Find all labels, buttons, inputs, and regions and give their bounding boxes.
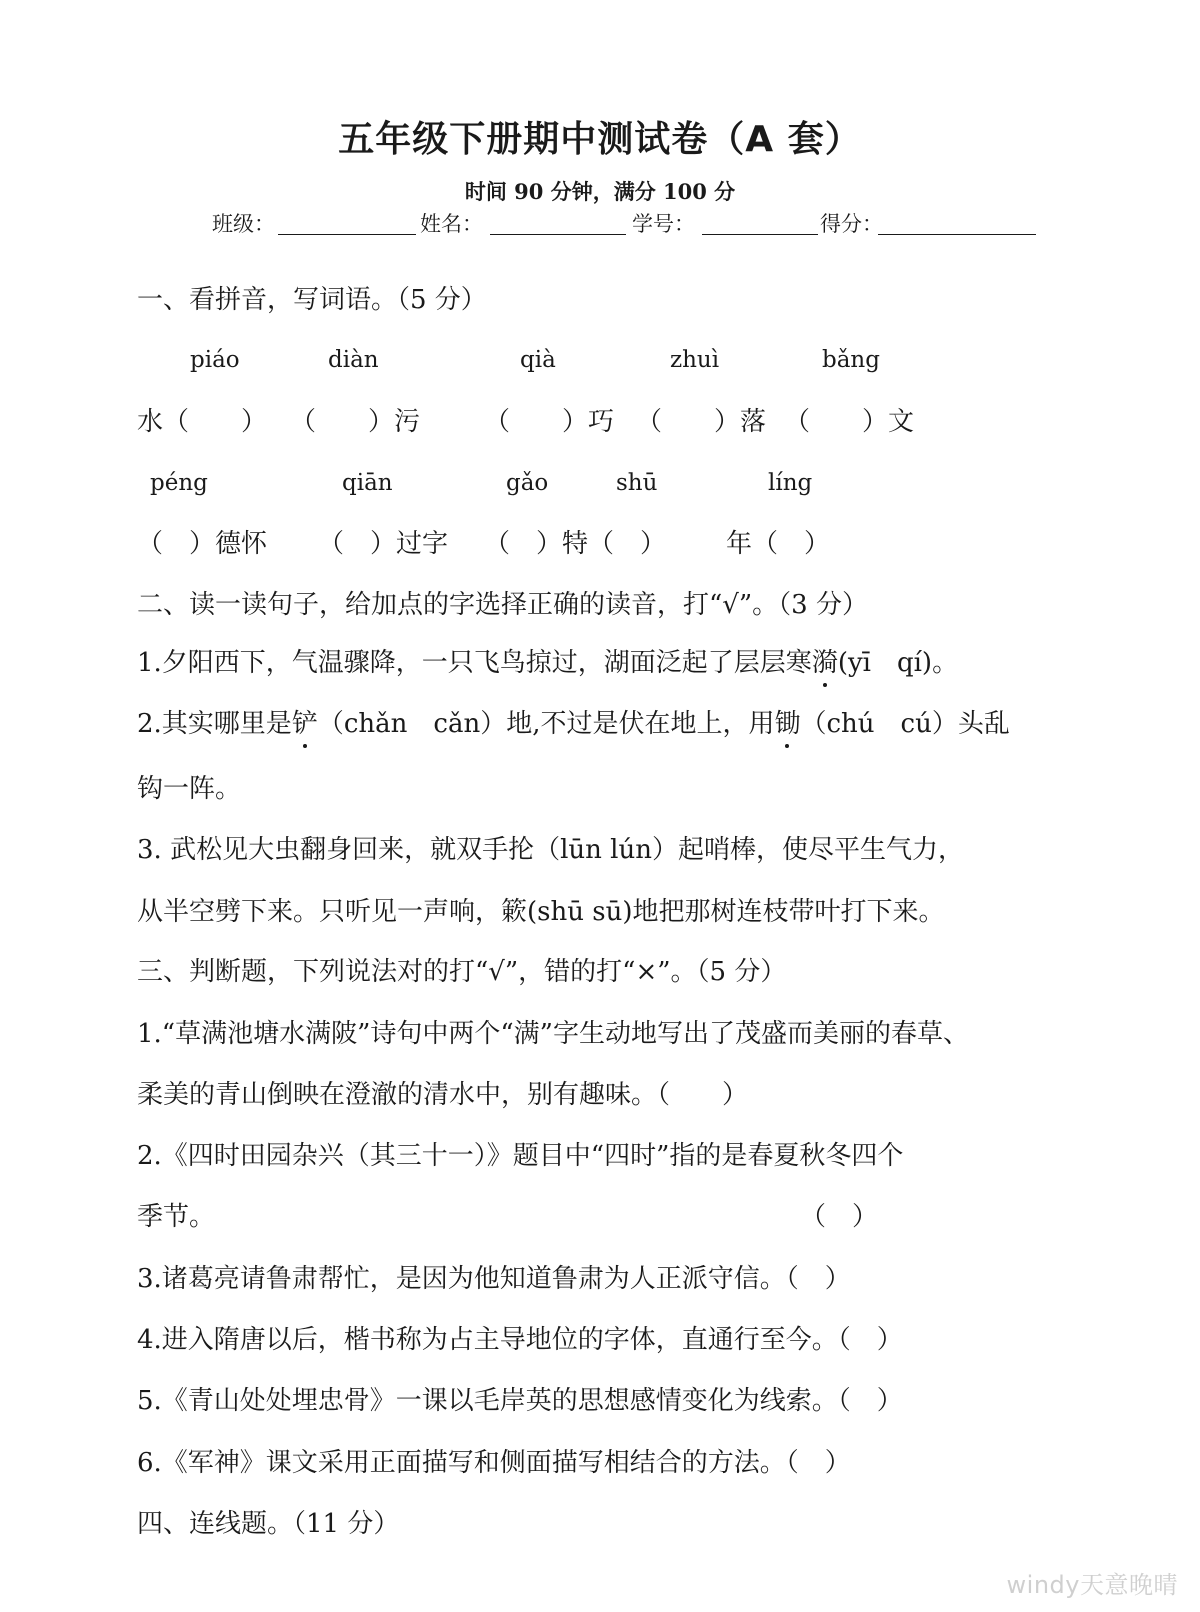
page-title: 五年级下册期中测试卷（A 套） [338, 119, 862, 160]
score-blank[interactable] [878, 234, 1036, 235]
word-blank-5[interactable]: （ ）文 [784, 407, 915, 437]
name-blank[interactable] [490, 234, 626, 235]
student-info-row [212, 209, 1072, 239]
section2-question-2 [137, 707, 1010, 741]
id-label: 学号： [632, 212, 695, 236]
pinyin-ling: líng [768, 470, 813, 496]
id-blank[interactable] [702, 234, 818, 235]
q2-text-b[interactable]: （chǎn cǎn）地,不过是伏在地上，用 [317, 709, 775, 739]
pinyin-zhui: zhuì [670, 347, 720, 373]
section3-question-2: 2.《四时田园杂兴（其三十一）》题目中“四时”指的是春夏秋冬四个 [137, 1141, 904, 1171]
section3-question-4[interactable]: 4.进入隋唐以后，楷书称为占主导地位的字体，直通行至今。（ ） [137, 1325, 903, 1355]
pinyin-gao: gǎo [506, 470, 549, 496]
section1-heading: 一、看拼音，写词语。（5 分） [137, 285, 487, 315]
exam-subtitle: 时间 90 分钟，满分 100 分 [464, 179, 736, 204]
watermark: windy天意晚晴 [1006, 1571, 1178, 1599]
word-blank-9[interactable]: 年（ ） [726, 529, 831, 559]
pinyin-bang: bǎng [822, 347, 880, 373]
section3-question-1-cont[interactable]: 柔美的青山倒映在澄澈的清水中，别有趣味。（ ） [137, 1080, 749, 1110]
word-blank-2[interactable]: （ ）污 [290, 407, 421, 437]
section3-question-6[interactable]: 6.《军神》课文采用正面描写和侧面描写相结合的方法。（ ） [137, 1448, 851, 1478]
q2-text-a: 2.其实哪里是 [137, 709, 292, 739]
name-label: 姓名： [420, 212, 483, 236]
section3-question-1: 1.“草满池塘水满陂”诗句中两个“满”字生动地写出了茂盛而美丽的春草、 [137, 1019, 969, 1049]
section4-heading: 四、连线题。（11 分） [137, 1509, 400, 1539]
dotted-char: 漪 [811, 648, 838, 678]
dotted-char: 铲 [291, 709, 318, 739]
section3-question-3[interactable]: 3.诸葛亮请鲁肃帮忙，是因为他知道鲁肃为人正派守信。（ ） [137, 1264, 851, 1294]
class-label: 班级： [212, 212, 275, 236]
word-blank-8[interactable]: （ ）特（ ） [484, 529, 667, 559]
pinyin-qian: qiān [342, 470, 393, 496]
pinyin-qia: qià [520, 347, 556, 373]
section2-question-3[interactable]: 3. 武松见大虫翻身回来，就双手抡（lūn lún）起哨棒，使尽平生气力， [137, 835, 964, 865]
section3-heading: 三、判断题，下列说法对的打“√”，错的打“×”。（5 分） [137, 957, 787, 987]
section2-question-3-cont[interactable]: 从半空劈下来。只听见一声响，簌(shū sū)地把那树连枝带叶打下来。 [137, 897, 945, 927]
q1-text: 1.夕阳西下，气温骤降，一只飞鸟掠过，湖面泛起了层层寒 [137, 648, 812, 678]
pinyin-dian: diàn [328, 347, 379, 373]
score-label: 得分： [820, 212, 883, 236]
section3-question-5[interactable]: 5.《青山处处埋忠骨》一课以毛岸英的思想感情变化为线索。（ ） [137, 1386, 903, 1416]
section2-heading: 二、读一读句子，给加点的字选择正确的读音，打“√”。（3 分） [137, 590, 868, 620]
class-blank[interactable] [278, 234, 416, 235]
word-blank-4[interactable]: （ ）落 [636, 407, 767, 437]
pinyin-piao: piáo [190, 347, 240, 373]
section2-question-2-cont: 钩一阵。 [137, 774, 242, 804]
word-blank-1[interactable]: 水（ ） [137, 407, 268, 437]
pinyin-peng: péng [150, 470, 208, 496]
word-blank-6[interactable]: （ ）德怀 [137, 529, 268, 559]
pinyin-shu: shū [616, 470, 658, 496]
section2-question-1 [137, 646, 958, 680]
section3-question-2-cont: 季节。 [137, 1202, 216, 1232]
answer-paren[interactable]: （ ） [800, 1202, 879, 1232]
dotted-char: 锄 [774, 709, 801, 739]
q1-options[interactable]: (yī qí)。 [837, 648, 959, 678]
word-blank-7[interactable]: （ ）过字 [318, 529, 449, 559]
q2-text-c[interactable]: （chú cú）头乱 [800, 709, 1010, 739]
word-blank-3[interactable]: （ ）巧 [484, 407, 615, 437]
